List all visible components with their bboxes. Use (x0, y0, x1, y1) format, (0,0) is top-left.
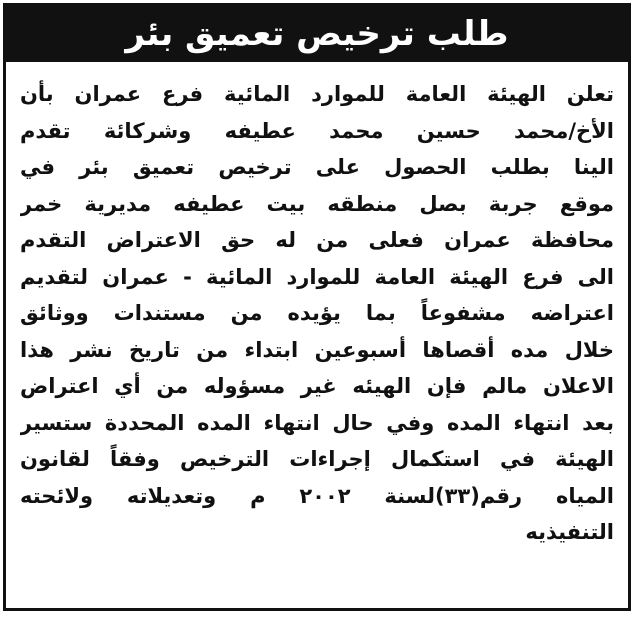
body-line: محافظة عمران فعلى من له حق الاعتراض التقدم (20, 228, 614, 252)
title-bar (6, 6, 628, 62)
notice-title: طلب ترخيص تعميق بئر (125, 14, 509, 54)
body-line-last: التنفيذيه (525, 520, 614, 544)
body-line: موقع جربة بصل منطقه بيت عطيفه مديرية خمر (20, 191, 614, 216)
body-line: تعلن الهيئة العامة للموارد المائية فرع عمران بأن (20, 82, 614, 106)
body-line: الهيئة في استكمال إجراءات الترخيص وفقاً لقانون (20, 447, 614, 471)
body-line: اعتراضه مشفوعاً بما يؤيده من مستندات ووثائق (20, 301, 614, 325)
notice-body (20, 76, 614, 551)
body-line: الأخ/محمد حسين محمد عطيفه وشركائة تقدم (20, 118, 614, 143)
body-line: الاعلان مالم فإن الهيئه غير مسؤوله من أي اعتراض (20, 374, 614, 398)
body-line: بعد انتهاء المده وفي حال انتهاء المده المحددة ستسير (20, 410, 614, 435)
body-line: المياه رقم(٣٣)لسنة ٢٠٠٢ م وتعديلاته ولائحته (20, 483, 614, 508)
body-line: الى فرع الهيئة العامة للموارد المائية - عمران لتقديم (20, 264, 614, 289)
notice-box (3, 3, 631, 611)
body-line: خلال مده أقصاها أسبوعين ابتداء من تاريخ نشر هذا (20, 337, 614, 362)
body-line: الينا بطلب الحصول على ترخيص تعميق بئر في (20, 155, 614, 179)
